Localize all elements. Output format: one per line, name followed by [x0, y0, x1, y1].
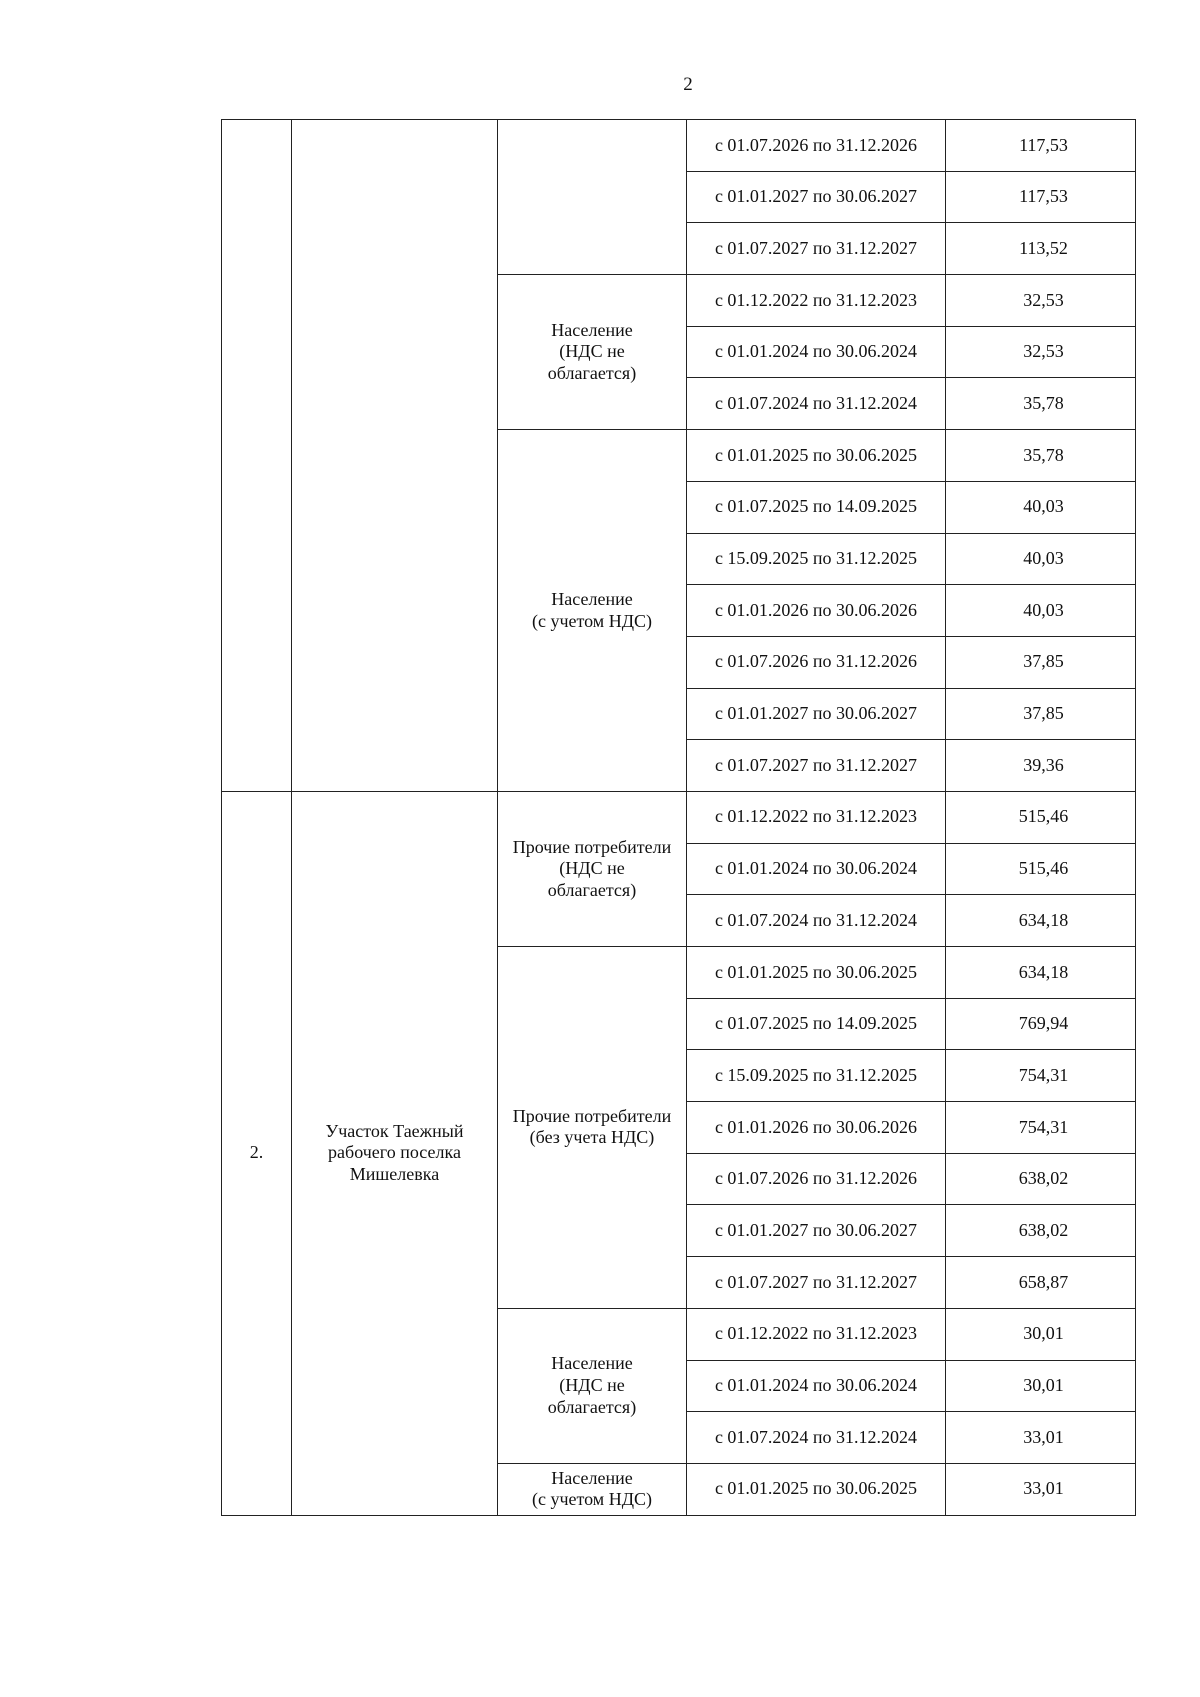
section-number-cell [222, 120, 292, 792]
tariff-value-cell: 117,53 [946, 171, 1136, 223]
consumer-category-cell [498, 1463, 687, 1515]
consumer-category-cell [498, 791, 687, 946]
text-line: (НДС не [559, 341, 625, 362]
tariff-value-cell: 33,01 [946, 1412, 1136, 1464]
period-cell: с 15.09.2025 по 31.12.2025 [687, 533, 946, 585]
tariff-value-cell: 32,53 [946, 326, 1136, 378]
section-name-cell [292, 120, 498, 792]
tariff-value-cell: 39,36 [946, 740, 1136, 792]
tariff-value-cell: 37,85 [946, 688, 1136, 740]
period-cell: с 01.12.2022 по 31.12.2023 [687, 791, 946, 843]
text-line: Прочие потребители [512, 836, 672, 857]
period-cell: с 01.01.2025 по 30.06.2025 [687, 430, 946, 482]
period-cell: с 01.01.2025 по 30.06.2025 [687, 947, 946, 999]
text-line: Прочие потребители [512, 1105, 672, 1126]
tariff-value-cell: 634,18 [946, 895, 1136, 947]
tariff-value-cell: 33,01 [946, 1463, 1136, 1515]
tariff-value-cell: 638,02 [946, 1205, 1136, 1257]
period-cell: с 01.07.2024 по 31.12.2024 [687, 895, 946, 947]
tariff-value-cell: 32,53 [946, 275, 1136, 327]
text-line: (с учетом НДС) [532, 610, 652, 631]
tariff-value-cell: 117,53 [946, 120, 1136, 172]
period-cell: с 01.01.2027 по 30.06.2027 [687, 688, 946, 740]
tariff-value-cell: 30,01 [946, 1308, 1136, 1360]
period-cell: с 01.07.2027 по 31.12.2027 [687, 1257, 946, 1309]
text-line: (без учета НДС) [529, 1127, 655, 1148]
period-cell: с 01.01.2027 по 30.06.2027 [687, 171, 946, 223]
tariff-value-cell: 40,03 [946, 533, 1136, 585]
period-cell: с 01.07.2025 по 14.09.2025 [687, 998, 946, 1050]
period-cell: с 01.07.2027 по 31.12.2027 [687, 740, 946, 792]
consumer-category-cell [498, 1308, 687, 1463]
period-cell: с 01.07.2026 по 31.12.2026 [687, 120, 946, 172]
period-cell: с 01.01.2026 по 30.06.2026 [687, 1102, 946, 1154]
text-line: рабочего поселка [328, 1142, 461, 1163]
text-line: облагается) [547, 879, 637, 900]
period-cell: с 01.07.2024 по 31.12.2024 [687, 378, 946, 430]
text-line: облагается) [547, 362, 637, 383]
consumer-category-cell [498, 430, 687, 792]
period-cell: с 01.07.2026 по 31.12.2026 [687, 636, 946, 688]
tariff-table-body [222, 120, 1136, 1516]
text-line: (с учетом НДС) [532, 1489, 652, 1510]
section-number-cell: 2. [222, 791, 292, 1515]
tariff-value-cell: 515,46 [946, 843, 1136, 895]
period-cell: с 01.01.2025 по 30.06.2025 [687, 1463, 946, 1515]
tariff-value-cell: 754,31 [946, 1050, 1136, 1102]
text-line: Мишелевка [349, 1164, 440, 1185]
period-cell: с 01.01.2024 по 30.06.2024 [687, 843, 946, 895]
period-cell: с 01.01.2024 по 30.06.2024 [687, 326, 946, 378]
tariff-value-cell: 515,46 [946, 791, 1136, 843]
text-line: Население [551, 1467, 633, 1488]
text-line: (НДС не [559, 1375, 625, 1396]
text-line: Население [551, 588, 633, 609]
period-cell: с 01.07.2024 по 31.12.2024 [687, 1412, 946, 1464]
period-cell: с 15.09.2025 по 31.12.2025 [687, 1050, 946, 1102]
consumer-category-cell [498, 275, 687, 430]
text-line: (НДС не [559, 858, 625, 879]
table-row [222, 120, 1136, 172]
tariff-value-cell: 30,01 [946, 1360, 1136, 1412]
tariff-value-cell: 658,87 [946, 1257, 1136, 1309]
page-number: 2 [683, 74, 693, 95]
section-name-cell [292, 791, 498, 1515]
text-line: Население [551, 319, 633, 340]
tariff-value-cell: 634,18 [946, 947, 1136, 999]
period-cell: с 01.12.2022 по 31.12.2023 [687, 275, 946, 327]
period-cell: с 01.01.2026 по 30.06.2026 [687, 585, 946, 637]
text-line: Население [551, 1353, 633, 1374]
tariff-value-cell: 638,02 [946, 1153, 1136, 1205]
table-row [222, 791, 1136, 843]
period-cell: с 01.07.2026 по 31.12.2026 [687, 1153, 946, 1205]
consumer-category-cell [498, 120, 687, 275]
tariff-value-cell: 40,03 [946, 481, 1136, 533]
period-cell: с 01.07.2027 по 31.12.2027 [687, 223, 946, 275]
consumer-category-cell [498, 947, 687, 1309]
period-cell: с 01.12.2022 по 31.12.2023 [687, 1308, 946, 1360]
tariff-value-cell: 37,85 [946, 636, 1136, 688]
period-cell: с 01.01.2024 по 30.06.2024 [687, 1360, 946, 1412]
tariff-value-cell: 769,94 [946, 998, 1136, 1050]
tariff-value-cell: 35,78 [946, 430, 1136, 482]
text-line: Участок Таежный [325, 1120, 464, 1141]
tariff-value-cell: 35,78 [946, 378, 1136, 430]
period-cell: с 01.07.2025 по 14.09.2025 [687, 481, 946, 533]
period-cell: с 01.01.2027 по 30.06.2027 [687, 1205, 946, 1257]
text-line: облагается) [547, 1396, 637, 1417]
tariff-value-cell: 113,52 [946, 223, 1136, 275]
tariff-value-cell: 754,31 [946, 1102, 1136, 1154]
tariff-table [221, 119, 1136, 1516]
tariff-value-cell: 40,03 [946, 585, 1136, 637]
